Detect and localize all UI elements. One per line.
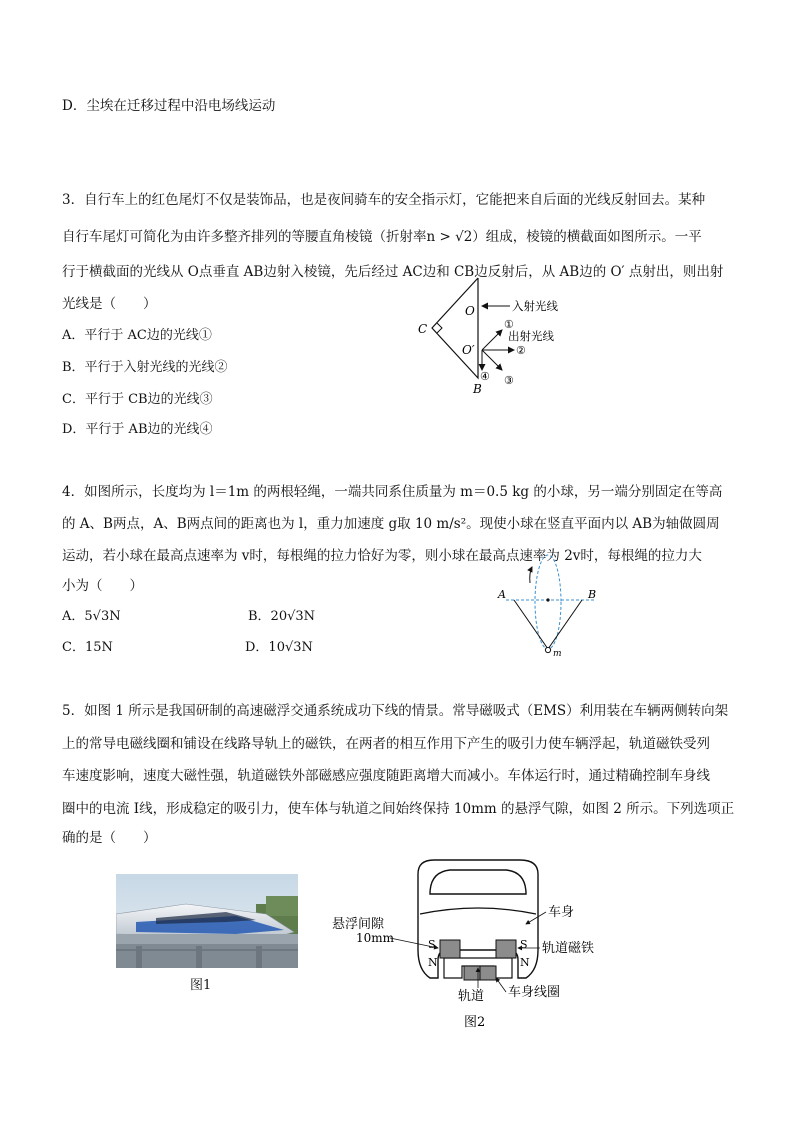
outgoing-ray-1 bbox=[482, 330, 502, 350]
label-n4: ④ bbox=[480, 370, 490, 383]
q4-stem-line2: 的 A、B两点，A、B两点间的距离也为 l，重力加速度 g取 10 m/s²。现使小球在竖直平面内以 AB为轴做圆周 bbox=[62, 516, 720, 532]
label-outgoing: 出射光线 bbox=[508, 329, 554, 343]
q3-stem-line3: 行于横截面的光线从 O点垂直 AB边射入棱镜，先后经过 AC边和 CB边反射后，从 AB边的 O′ 点射出，则出射 bbox=[62, 264, 724, 280]
label-A: A bbox=[498, 588, 506, 601]
q5-stem-line4: 圈中的电流 I线，形成稳定的吸引力，使车体与轨道之间始终保持 10mm 的悬浮气隙，如图 2 所示。下列选项正 bbox=[62, 801, 735, 817]
q5-stem-line2: 上的常导电磁线圈和铺设在线路导轨上的磁铁，在两者的相互作用下产生的吸引力使车辆浮起，轨道磁铁受列 bbox=[62, 736, 710, 752]
label-O: O bbox=[465, 304, 475, 318]
label-C: C bbox=[418, 322, 428, 336]
maglev-train-photo bbox=[116, 874, 298, 968]
label-m: m bbox=[553, 649, 562, 659]
label-S-right: S bbox=[520, 938, 528, 951]
label-incident: 入射光线 bbox=[512, 299, 558, 313]
q3-option-d: D．平行于 AB边的光线④ bbox=[62, 422, 213, 437]
q5-stem-line1: 5．如图 1 所示是我国研制的高速磁浮交通系统成功下线的情景。常导磁吸式（EMS）利用装在车辆两侧转向架 bbox=[62, 703, 729, 719]
coil-right-lower bbox=[480, 966, 496, 980]
label-gap-value: 10mm bbox=[356, 931, 395, 945]
q4-stem-line3: 运动，若小球在最高点速率为 v时，每根绳的拉力恰好为零，则小球在最高点速率为 2v时，每根绳的拉力大 bbox=[62, 548, 702, 564]
right-angle-mark bbox=[437, 323, 442, 333]
label-coil: 车身线圈 bbox=[508, 985, 561, 1000]
label-B: B bbox=[473, 382, 482, 396]
q4-option-d: D．10√3N bbox=[245, 640, 313, 655]
center-dot bbox=[546, 598, 549, 601]
maglev-cross-section bbox=[330, 854, 620, 1034]
q3-option-c: C．平行于 CB边的光线③ bbox=[62, 392, 213, 407]
label-track-magnet: 轨道磁铁 bbox=[542, 941, 595, 956]
rotation-arrow bbox=[530, 567, 532, 583]
label-B: B bbox=[588, 588, 597, 601]
label-track: 轨道 bbox=[458, 989, 485, 1004]
coil-right bbox=[496, 940, 516, 958]
q3-stem-line1: 3．自行车上的红色尾灯不仅是装饰品，也是夜间骑车的安全指示灯，它能把来自后面的光线反射回去。某种 bbox=[62, 192, 706, 208]
q5-stem-line3: 车速度影响，速度大磁性强，轨道磁铁外部磁感应强度随距离增大而减小。车体运行时，通过精确控制车身线 bbox=[62, 768, 710, 784]
label-n1: ① bbox=[504, 318, 514, 331]
rope-b bbox=[548, 600, 582, 649]
q4-option-a: A．5√3N bbox=[62, 609, 121, 624]
label-n2: ② bbox=[516, 344, 526, 357]
q4-stem-line1: 4．如图所示，长度均为 l＝1m 的两根轻绳，一端共同系住质量为 m＝0.5 kg 的小球，另一端分别固定在等高 bbox=[62, 484, 723, 500]
q4-pendulum-figure bbox=[494, 553, 604, 659]
label-N-left: N bbox=[428, 956, 438, 969]
label-n3: ③ bbox=[504, 374, 514, 387]
q3-option-b: B．平行于入射光线的光线② bbox=[62, 360, 228, 375]
circular-path bbox=[535, 555, 561, 649]
q2-option-d: D．尘埃在迁移过程中沿电场线运动 bbox=[62, 98, 276, 114]
label-body: 车身 bbox=[548, 905, 575, 920]
label-gap: 悬浮间隙 bbox=[332, 917, 385, 932]
outgoing-ray-3 bbox=[482, 350, 502, 370]
label-N-right: N bbox=[520, 956, 530, 969]
car-window bbox=[430, 870, 526, 894]
q4-option-c: C．15N bbox=[62, 640, 113, 655]
q4-stem-line4: 小为（ ） bbox=[62, 578, 143, 594]
q3-stem-line4: 光线是（ ） bbox=[62, 296, 157, 312]
q3-stem-line2: 自行车尾灯可简化为由许多整齐排列的等腰直角棱镜（折射率n > √2）组成，棱镜的横截面如图所示。一平 bbox=[62, 229, 702, 245]
fig2-caption: 图2 bbox=[464, 1015, 486, 1030]
rope-a bbox=[514, 600, 548, 649]
q4-option-b: B．20√3N bbox=[248, 609, 316, 624]
q3-prism-figure bbox=[410, 272, 580, 402]
q3-option-a: A．平行于 AC边的光线① bbox=[62, 328, 212, 343]
fig1-caption: 图1 bbox=[190, 978, 212, 993]
prism-outline bbox=[432, 278, 478, 378]
label-S-left: S bbox=[428, 938, 436, 951]
ball bbox=[545, 647, 550, 652]
label-O-prime: O′ bbox=[462, 343, 475, 357]
coil-left bbox=[440, 940, 460, 958]
q5-stem-line5: 确的是（ ） bbox=[62, 830, 157, 846]
